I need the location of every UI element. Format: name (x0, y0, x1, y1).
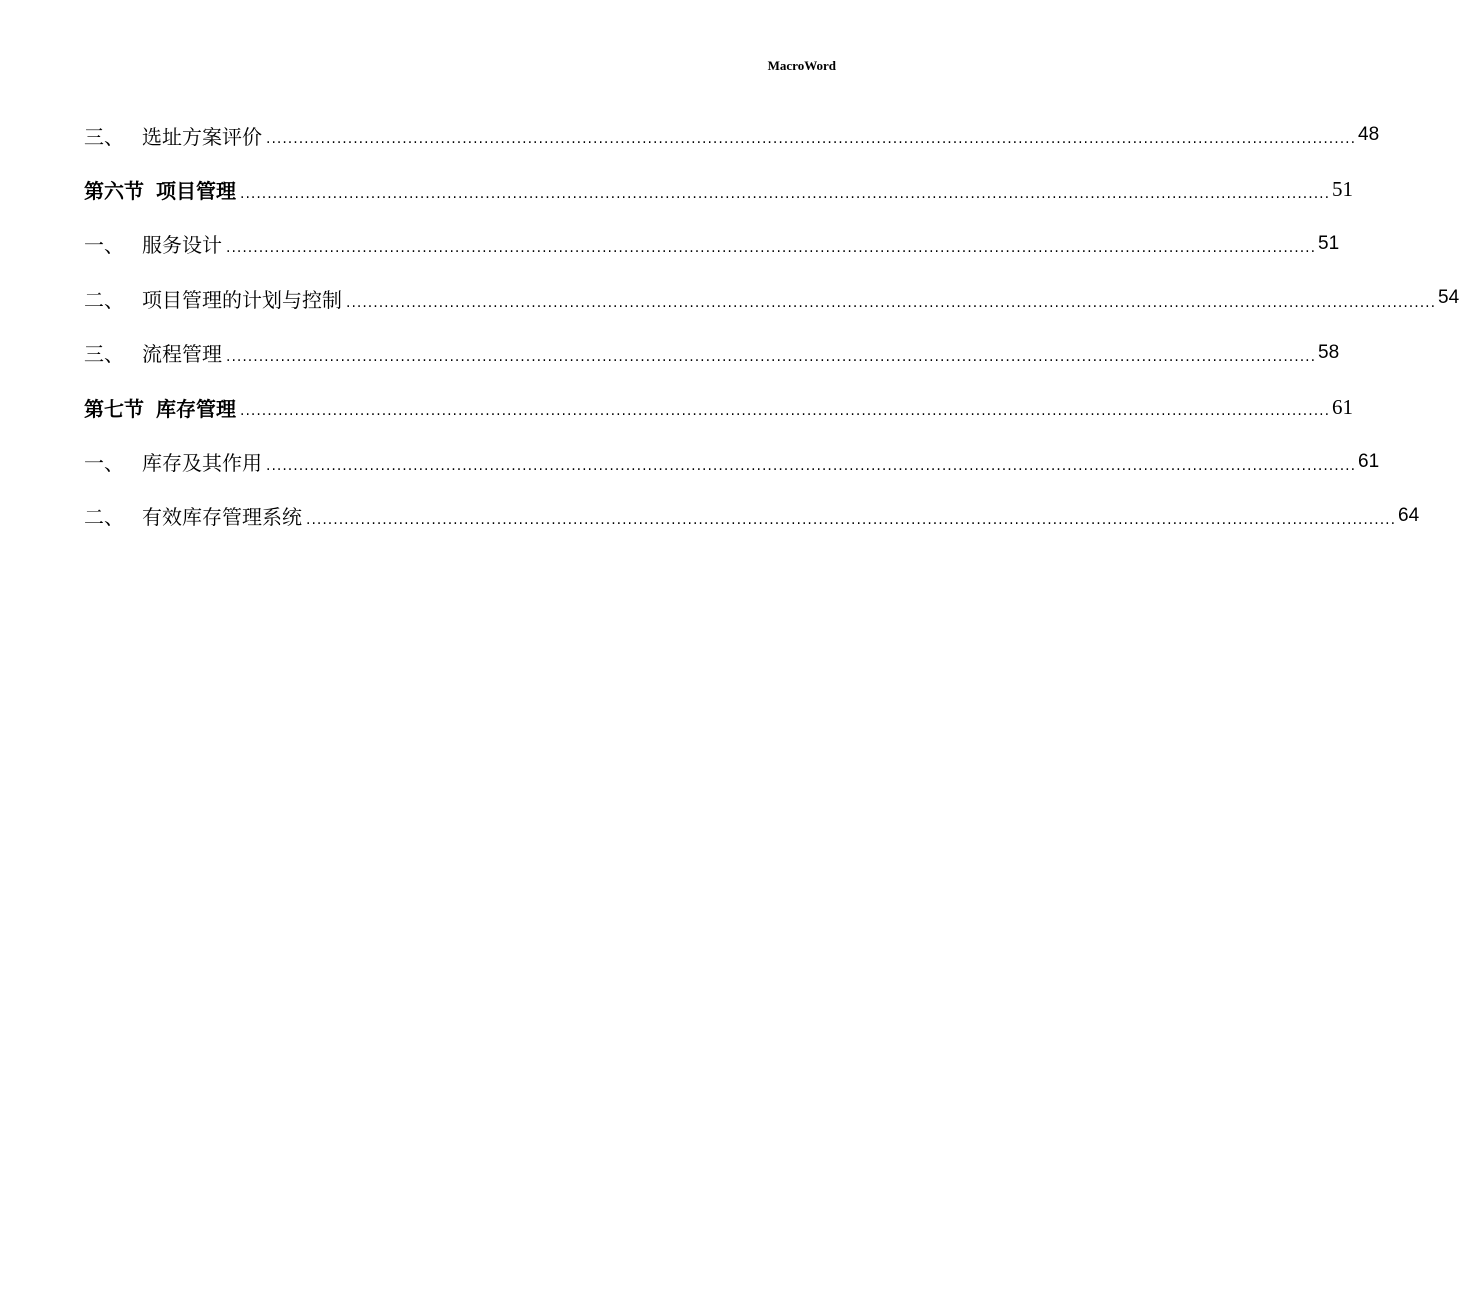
toc-entry-number: 一、 (84, 451, 124, 476)
table-of-contents (84, 108, 1459, 543)
toc-entry-number: 一、 (84, 233, 124, 258)
toc-entry-page: 51 (1318, 232, 1340, 254)
toc-entry[interactable] (84, 489, 1420, 543)
toc-dot-leader: ........................................................................................................................................................................................................ (306, 512, 1397, 529)
toc-section-page: 61 (1332, 394, 1354, 419)
toc-entry-title: 流程管理 (142, 342, 222, 367)
toc-entry-number: 三、 (84, 124, 124, 149)
toc-entry[interactable] (84, 434, 1380, 488)
toc-dot-leader: ........................................................................................................................................................................................................ (266, 457, 1357, 474)
toc-entry-number: 二、 (84, 287, 124, 312)
toc-section-number: 第六节 (84, 179, 144, 204)
toc-dot-leader: ........................................................................................................................................................................................................ (226, 348, 1317, 365)
toc-section-title: 库存管理 (156, 396, 236, 421)
toc-entry-page: 54 (1438, 287, 1459, 309)
toc-entry-title: 库存及其作用 (142, 451, 262, 476)
header-brand: MacroWord (767, 58, 836, 73)
toc-entry-title: 服务设计 (142, 233, 222, 258)
toc-entry-page: 58 (1318, 341, 1340, 363)
toc-dot-leader: ........................................................................................................................................................................................................ (346, 294, 1437, 311)
toc-entry-page: 48 (1358, 124, 1380, 146)
toc-entry[interactable] (84, 271, 1459, 325)
toc-entry-title: 有效库存管理系统 (142, 505, 302, 530)
toc-section-entry[interactable] (84, 380, 1354, 434)
toc-section-entry[interactable] (84, 162, 1354, 216)
toc-section-number: 第七节 (84, 396, 144, 421)
toc-entry[interactable] (84, 217, 1340, 271)
toc-entry-number: 三、 (84, 342, 124, 367)
toc-entry-title: 项目管理的计划与控制 (142, 287, 342, 312)
toc-dot-leader: ........................................................................................................................................................................................................ (240, 185, 1331, 202)
toc-dot-leader: ........................................................................................................................................................................................................ (240, 403, 1331, 420)
toc-entry[interactable] (84, 108, 1380, 162)
toc-entry-page: 61 (1358, 450, 1380, 472)
toc-section-page: 51 (1332, 177, 1354, 202)
toc-entry-number: 二、 (84, 505, 124, 530)
toc-entry[interactable] (84, 326, 1340, 380)
toc-dot-leader: ........................................................................................................................................................................................................ (226, 240, 1317, 257)
toc-dot-leader: ........................................................................................................................................................................................................ (266, 131, 1357, 148)
toc-entry-title: 选址方案评价 (142, 124, 262, 149)
toc-section-title: 项目管理 (156, 179, 236, 204)
toc-entry-page: 64 (1398, 504, 1420, 526)
